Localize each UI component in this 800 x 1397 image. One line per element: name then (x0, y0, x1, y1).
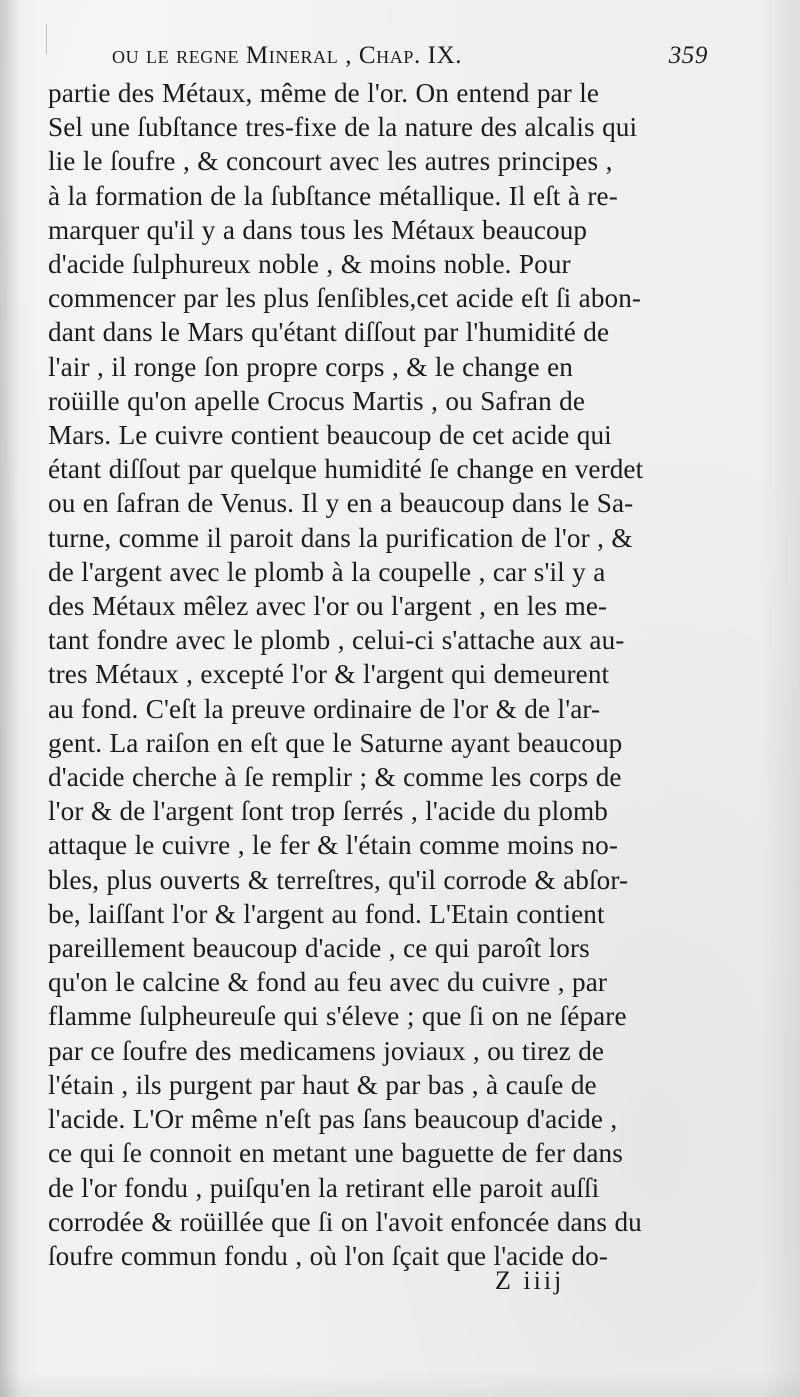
running-title: ou le regne Mineral , Chap. IX. (112, 42, 463, 69)
body-paragraph: partie des Métaux, même de l'or. On entend par le Sel une ſubſtance tres-fixe de la nature des alcalis qui lie le ſoufre , & concourt avec les autres principes , à la formation de la ſubſtance métallique. Il eſt à re- marquer qu'il y a dans tous les Métaux beaucoup d'acide ſulphureux noble , & moins noble. Pour commencer par les plus ſenſibles,cet acide eſt ſi abon- dant dans le Mars qu'étant diſſout par l'humidité de l'air , il ronge ſon propre corps , & le change en roüille qu'on apelle Crocus Martis , ou Safran de Mars. Le cuivre contient beaucoup de cet acide qui étant diſſout par quelque humidité ſe change en verdet ou en ſafran de Venus. Il y en a beaucoup dans le Sa- turne, comme il paroit dans la purification de l'or , & de l'argent avec le plomb à la coupelle , car s'il y a des Métaux mêlez avec l'or ou l'argent , en les me- tant fondre avec le plomb , celui-ci s'attache aux au- tres Métaux , excepté l'or & l'argent qui demeurent au fond. C'eſt la preuve ordinaire de l'or & de l'ar- gent. La raiſon en eſt que le Saturne ayant beaucoup d'acide cherche à ſe remplir ; & comme les corps de l'or & de l'argent ſont trop ſerrés , l'acide du plomb attaque le cuivre , le fer & l'étain comme moins no- bles, plus ouverts & terreſtres, qu'il corrode & abſor- be, laiſſant l'or & l'argent au fond. L'Etain contient pareillement beaucoup d'acide , ce qui paroît lors qu'on le calcine & fond au feu avec du cuivre , par flamme ſulpheureuſe qui s'éleve ; que ſi on ne ſépare par ce ſoufre des medicamens joviaux , ou tirez de l'étain , ils purgent par haut & par bas , à cauſe de l'acide. L'Or même n'eſt pas ſans beaucoup d'acide , ce qui ſe connoit en metant une baguette de fer dans de l'or fondu , puiſqu'en la retirant elle paroit auſſi corrodée & roüillée que ſi on l'avoit enfoncée dans du ſoufre commun fondu , où l'on ſçait que l'acide do- (48, 78, 644, 1271)
gutter-shadow (0, 0, 22, 1397)
signature-mark: Z iiij (495, 1266, 565, 1295)
page-number: 359 (668, 42, 708, 69)
margin-mark (46, 24, 47, 54)
page-bottom-shade (0, 1372, 800, 1397)
